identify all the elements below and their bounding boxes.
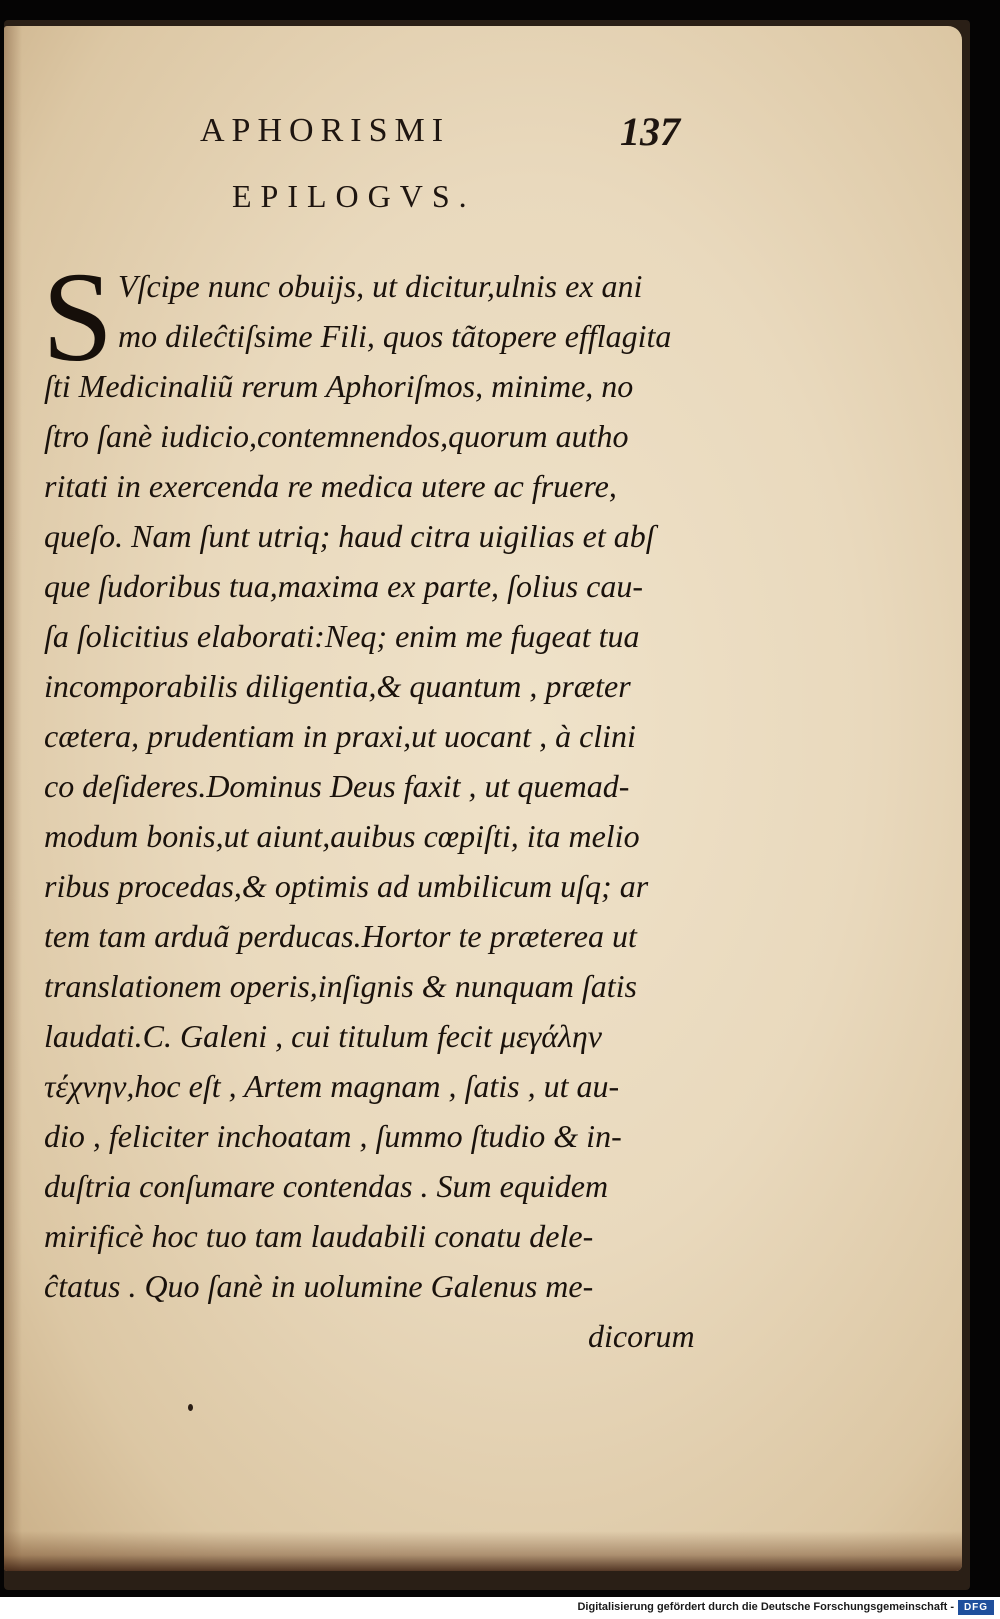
- text-line: modum bonis,ut aiunt,auibus cœpiſti, ita melio: [44, 818, 640, 854]
- text-line: ſa ſolicitius elaborati:Neq; enim me fugeat tua: [44, 618, 640, 654]
- text-line: dio , feliciter inchoatam , ſummo ſtudio & in-: [44, 1118, 622, 1154]
- text-line: ſti Medicinaliũ rerum Aphoriſmos, minime, no: [44, 368, 634, 404]
- text-line: Vſcipe nunc obuijs, ut dicitur,ulnis ex ani: [118, 268, 643, 304]
- running-head: APHORISMI: [200, 112, 451, 149]
- drop-cap: S: [42, 246, 114, 388]
- section-title: EPILOGVS.: [232, 178, 476, 214]
- text-line: ritati in exercenda re medica utere ac fruere,: [44, 468, 617, 504]
- page-edge-left: [4, 26, 22, 1571]
- text-line: laudati.C. Galeni , cui titulum fecit μεγάλην: [44, 1018, 602, 1054]
- page-edge-bottom: [4, 1531, 962, 1571]
- text-line: cætera, prudentiam in praxi,ut uocant , à clini: [44, 718, 636, 754]
- text-line: incomporabilis diligentia,& quantum , præter: [44, 668, 631, 704]
- text-line: τέχνην,hoc eſt , Artem magnam , ſatis , ut au-: [44, 1068, 620, 1104]
- ink-spot: [188, 1404, 193, 1411]
- dfg-logo: DFG: [958, 1600, 994, 1615]
- text-line: mirificè hoc tuo tam laudabili conatu dele-: [44, 1218, 594, 1254]
- text-line: ribus procedas,& optimis ad umbilicum uſq; ar: [44, 868, 649, 904]
- text-line: duſtria conſumare contendas . Sum equidem: [44, 1168, 609, 1204]
- text-line: queſo. Nam ſunt utriq; haud citra uigilias et abſ: [44, 518, 655, 554]
- page-number: 137: [620, 109, 680, 154]
- footer-credit: Digitalisierung gefördert durch die Deutsche Forschungsgemeinschaft -: [577, 1601, 954, 1613]
- catchword: dicorum: [588, 1318, 695, 1354]
- text-line: tem tam arduã perducas.Hortor te præterea ut: [44, 918, 637, 954]
- text-line: que ſudoribus tua,maxima ex parte, ſolius cau-: [44, 568, 644, 604]
- text-line: mo dileĉtiſsime Fili, quos tãtopere efflagita: [118, 318, 672, 354]
- text-line: ſtro ſanè iudicio,contemnendos,quorum autho: [44, 418, 629, 454]
- text-line: translationem operis,inſignis & nunquam ſatis: [44, 968, 637, 1004]
- text-line: co deſideres.Dominus Deus faxit , ut quemad-: [44, 768, 630, 804]
- text-line: ĉtatus . Quo ſanè in uolumine Galenus me-: [44, 1268, 594, 1304]
